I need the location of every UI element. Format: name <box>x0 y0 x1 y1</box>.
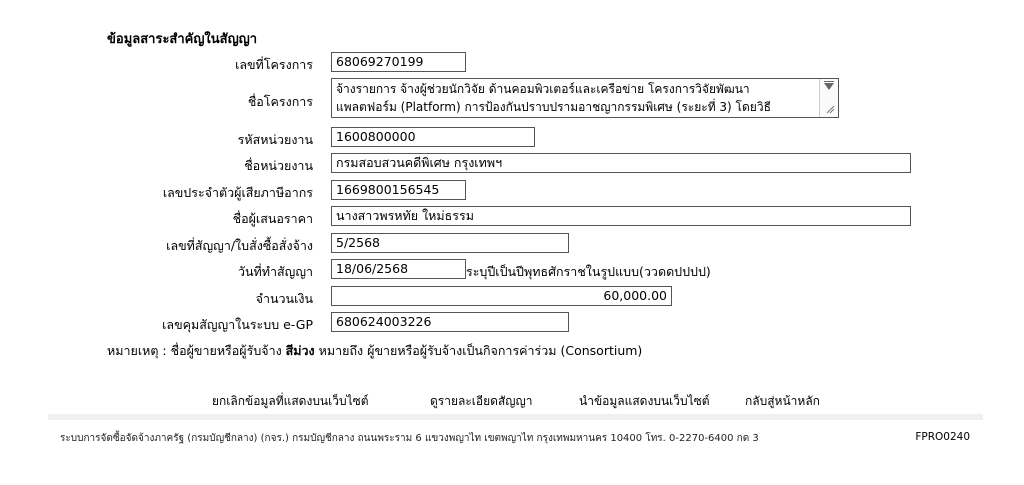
unit-code-label: รหัสหน่วยงาน <box>237 132 313 147</box>
egp-label: เลขคุมสัญญาในระบบ e-GP <box>162 317 313 332</box>
footer-text: ระบบการจัดซื้อจัดจ้างภาครัฐ (กรมบัญชีกลาง) (กจร.) กรมบัญชีกลาง ถนนพระราม 6 แขวงพญาไท เขตพญาไท กรุงเทพมหานคร 10400 โทร. 0-2270-6400 กด 3 <box>60 433 759 444</box>
contract-date-label: วันที่ทำสัญญา <box>237 264 313 279</box>
footer-band <box>48 414 983 420</box>
project-name-line2: แพลตฟอร์ม (Platform) การป้องกันปราบปรามอาชญากรรมพิเศษ (ระยะที่ 3) โดยวิธี <box>336 100 771 114</box>
project-name-line1: จ้างรายการ จ้างผู้ช่วยนักวิจัย ด้านคอมพิวเตอร์และเครือข่าย โครงการวิจัยพัฒนา <box>336 82 750 96</box>
contract-date-field[interactable]: 18/06/2568 <box>331 259 466 279</box>
bidder-label: ชื่อผู้เสนอราคา <box>232 211 313 226</box>
contract-no-label: เลขที่สัญญา/ใบสั่งซื้อสั่งจ้าง <box>166 238 313 253</box>
note <box>107 341 642 361</box>
tax-id-label: เลขประจำตัวผู้เสียภาษีอากร <box>162 185 313 200</box>
section-title: ข้อมูลสาระสำคัญในสัญญา <box>107 32 258 47</box>
project-no-label: เลขที่โครงการ <box>235 57 313 72</box>
amount-field[interactable]: 60,000.00 <box>331 286 672 306</box>
unit-name-field[interactable]: กรมสอบสวนคดีพิเศษ กรุงเทพฯ <box>331 153 911 173</box>
unit-name-label: ชื่อหน่วยงาน <box>244 158 313 173</box>
back-home-button[interactable]: กลับสู่หน้าหลัก <box>745 394 820 408</box>
view-details-button[interactable]: ดูรายละเอียดสัญญา <box>430 394 533 408</box>
tax-id-field[interactable]: 1669800156545 <box>331 180 466 200</box>
unit-code-field[interactable]: 1600800000 <box>331 127 535 147</box>
amount-label: จำนวนเงิน <box>255 291 313 306</box>
project-name-textarea[interactable] <box>331 78 839 118</box>
contract-no-field[interactable]: 5/2568 <box>331 233 569 253</box>
scroll-down-arrow-icon[interactable] <box>824 83 834 90</box>
project-no-field[interactable]: 68069270199 <box>331 52 466 72</box>
resize-grip-icon[interactable] <box>825 104 835 114</box>
note-bold: สีม่วง <box>285 343 315 358</box>
cancel-display-button[interactable]: ยกเลิกข้อมูลที่แสดงบนเว็บไซต์ <box>212 394 369 408</box>
note-suffix: หมายถึง ผู้ขายหรือผู้รับจ้างเป็นกิจการค่าร่วม (Consortium) <box>314 343 643 358</box>
bidder-field[interactable]: นางสาวพรหทัย ใหม่ธรรม <box>331 206 911 226</box>
footer-code: FPRO0240 <box>915 431 970 443</box>
egp-field[interactable]: 680624003226 <box>331 312 569 332</box>
contract-date-hint: ระบุปีเป็นปีพุทธศักราชในรูปแบบ(ววดดปปปป) <box>466 264 711 279</box>
scroll-top-line <box>824 81 834 82</box>
project-name-label: ชื่อโครงการ <box>247 94 313 109</box>
note-prefix: หมายเหตุ : ชื่อผู้ขายหรือผู้รับจ้าง <box>107 343 286 358</box>
publish-button[interactable]: นำข้อมูลแสดงบนเว็บไซต์ <box>579 394 710 408</box>
